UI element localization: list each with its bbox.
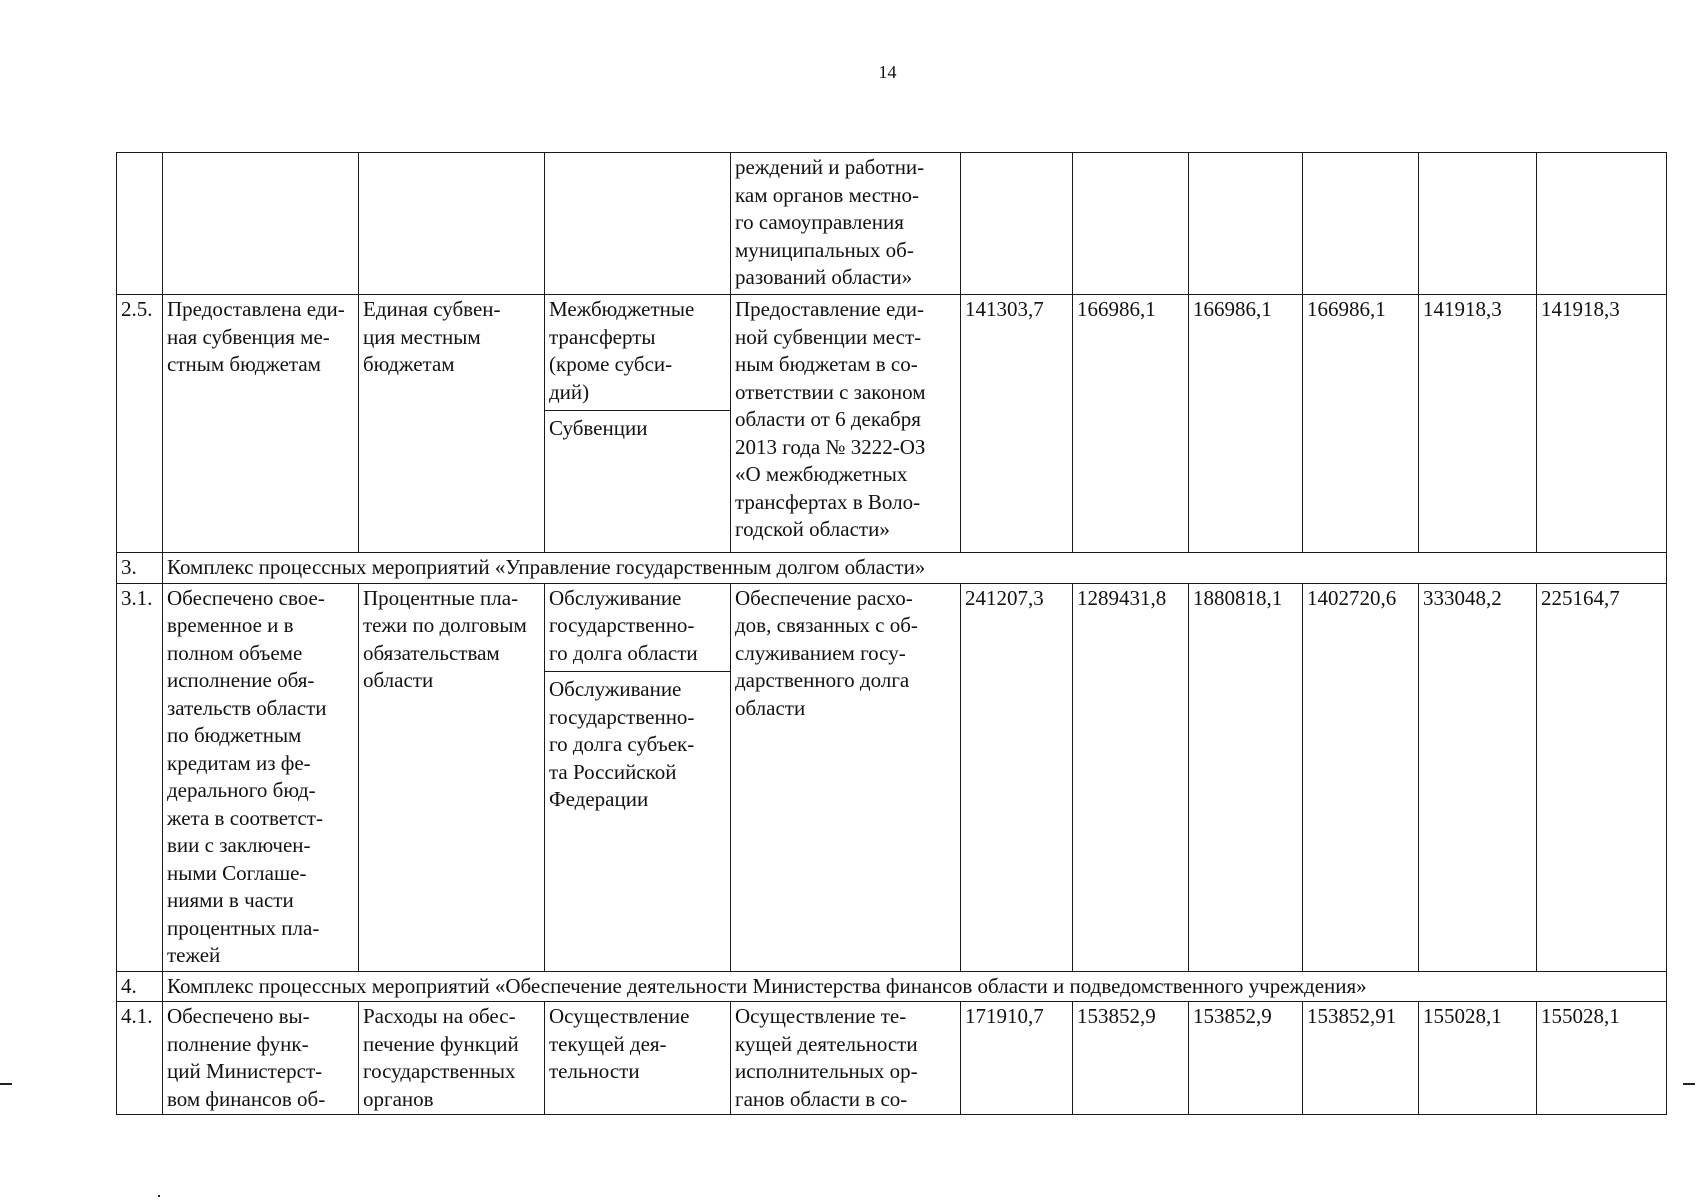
cell-result (163, 153, 359, 295)
cell-value (1303, 153, 1419, 295)
value-cell: 1289431,8 (1073, 583, 1189, 971)
value-cell: 155028,1 (1419, 1002, 1537, 1115)
type-text: Осуществление текущей дея- тельности (545, 1002, 731, 1115)
cell-value (1189, 153, 1303, 295)
value-cell: 1880818,1 (1189, 583, 1303, 971)
type-split-cell (545, 583, 731, 971)
result-text: Предоставлена еди- ная субвенция ме- стным бюджетам (163, 295, 359, 553)
table-row-continuation (117, 153, 1667, 295)
program-table (116, 152, 1667, 1115)
cell-basis: реждений и работни- кам органов местно- го самоуправления муниципальных об- разований области» (731, 153, 961, 295)
value-cell: 166986,1 (1189, 295, 1303, 553)
table-row-4-1 (117, 1002, 1667, 1115)
value-cell: 141918,3 (1419, 295, 1537, 553)
row-number: 3.1. (117, 583, 163, 971)
table-row-2-5 (117, 295, 1667, 553)
type-split-cell (545, 295, 731, 553)
basis-text: Предоставление еди- ной субвенции мест- ным бюджетам в со- ответствии с законом области от 6 декабря 2013 года № 3222-ОЗ «О межбюджетных трансфертах в Воло- годской области» (731, 295, 961, 553)
value-cell: 166986,1 (1073, 295, 1189, 553)
row-number: 2.5. (117, 295, 163, 553)
type-text-primary: Обслуживание государственно- го долга области (545, 584, 730, 673)
value-cell: 241207,3 (961, 583, 1073, 971)
scan-mark-left (0, 1083, 12, 1085)
type-text-secondary: Обслуживание государственно- го долга субъек- та Российской Федерации (549, 677, 695, 811)
section-row-4 (117, 971, 1667, 1002)
basis-text: Обеспечение расхо- дов, связанных с об- служиванием госу- дарственного долга области (731, 583, 961, 971)
value-cell: 153852,9 (1073, 1002, 1189, 1115)
section-number: 4. (117, 971, 163, 1002)
expense-text: Единая субвен- ция местным бюджетам (359, 295, 545, 553)
result-text: Обеспечено вы- полнение функ- ций Министерст- вом финансов об- (163, 1002, 359, 1115)
page-number: 14 (878, 62, 897, 82)
result-text: Обеспечено свое- временное и в полном объеме исполнение обя- зательств области по бюджетным кредитам из фе- дерального бюд- жета в соответст- вии с заключен- ными Соглаше- ниями в части процентных пла- тежей (163, 583, 359, 971)
scan-mark-right (1683, 1083, 1695, 1085)
cell-value (961, 153, 1073, 295)
section-title: Комплекс процессных мероприятий «Обеспечение деятельности Министерства финансов области и подведомственного учреждения» (163, 971, 1667, 1002)
basis-text: Осуществление те- кущей деятельности исполнительных ор- ганов области в со- (731, 1002, 961, 1115)
value-cell: 171910,7 (961, 1002, 1073, 1115)
expense-text: Расходы на обес- печение функций государственных органов (359, 1002, 545, 1115)
section-number: 3. (117, 553, 163, 584)
cell-value (1419, 153, 1537, 295)
value-cell: 225164,7 (1537, 583, 1667, 971)
value-cell: 141303,7 (961, 295, 1073, 553)
row-number: 4.1. (117, 1002, 163, 1115)
value-cell: 153852,9 (1189, 1002, 1303, 1115)
value-cell: 333048,2 (1419, 583, 1537, 971)
scan-mark-dot (158, 1195, 160, 1197)
type-text-primary: Межбюджетные трансферты (кроме субси- дий) (545, 295, 730, 411)
cell-value (1073, 153, 1189, 295)
cell-num (117, 153, 163, 295)
value-cell: 166986,1 (1303, 295, 1419, 553)
value-cell: 1402720,6 (1303, 583, 1419, 971)
cell-value (1537, 153, 1667, 295)
value-cell: 141918,3 (1537, 295, 1667, 553)
cell-expense (359, 153, 545, 295)
type-text-secondary: Субвенции (549, 416, 648, 440)
value-cell: 155028,1 (1537, 1002, 1667, 1115)
table-row-3-1 (117, 583, 1667, 971)
value-cell: 153852,91 (1303, 1002, 1419, 1115)
section-row-3 (117, 553, 1667, 584)
cell-type (545, 153, 731, 295)
section-title: Комплекс процессных мероприятий «Управление государственным долгом области» (163, 553, 1667, 584)
expense-text: Процентные пла- тежи по долговым обязательствам области (359, 583, 545, 971)
